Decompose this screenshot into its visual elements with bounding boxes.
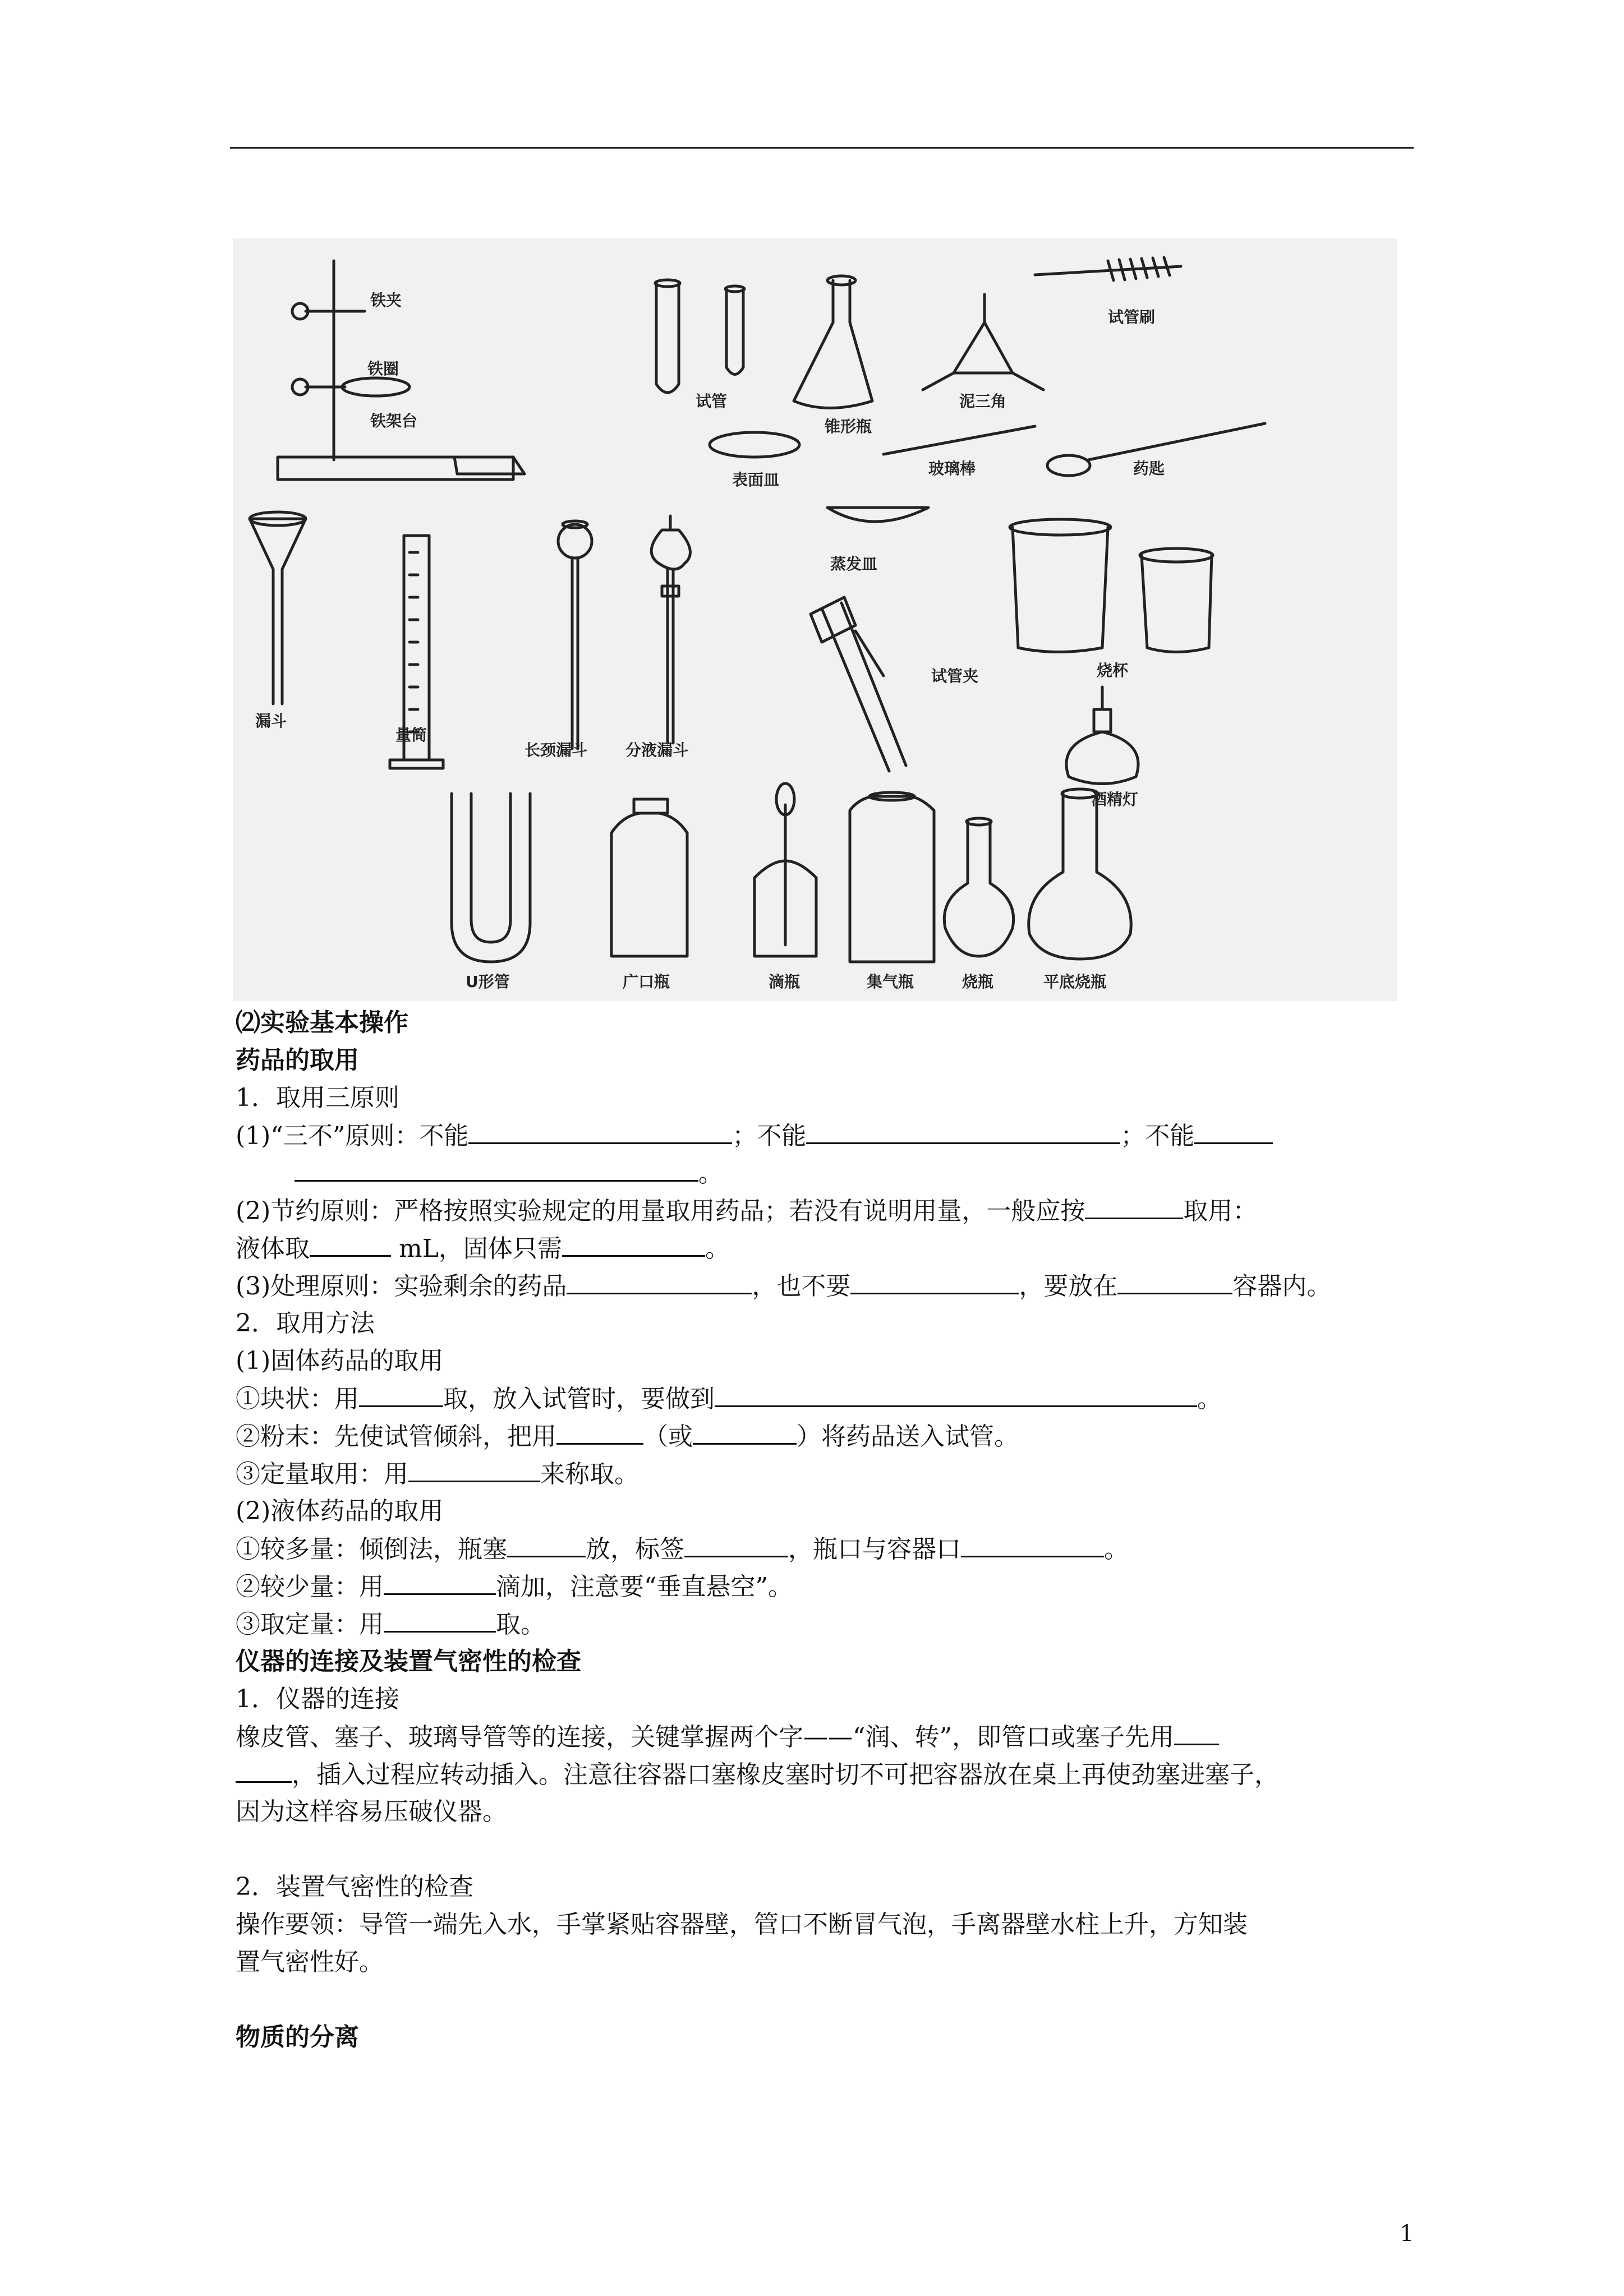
blank-field[interactable] [562,1229,705,1257]
label-beaker: 烧杯 [1097,661,1129,680]
paragraph [236,1530,1414,1567]
document-body [236,1004,1414,2056]
round-flask-drawing [944,818,1013,956]
long-neck-funnel-drawing [558,521,592,749]
blank-field[interactable] [961,1530,1104,1557]
text-run: 容器内。 [1232,1272,1332,1301]
text-run: ，要放在 [1019,1272,1118,1301]
paragraph: (2)液体药品的取用 [236,1497,444,1525]
text-run: 取。 [496,1610,545,1639]
paragraph [236,1380,1414,1417]
label-sep-funnel: 分液漏斗 [625,741,689,759]
paragraph [236,1229,1414,1267]
paragraph: 1．仪器的连接 [236,1685,399,1713]
tube-brush-drawing [1035,257,1181,280]
header-rule [230,147,1414,149]
text-run: 。 [1104,1535,1129,1564]
paragraph: 操作要领：导管一端先入水，手掌紧贴容器壁，管口不断冒气泡，手离器壁水柱上升，方知装 [236,1910,1248,1939]
blank-field[interactable] [693,1417,797,1445]
blank-field[interactable] [1117,1267,1232,1294]
paragraph [236,1455,1414,1492]
label-flat-flask: 平底烧瓶 [1043,972,1107,991]
blank-field[interactable] [1085,1192,1183,1219]
alcohol-lamp-drawing [1066,687,1138,784]
label-long-funnel: 长颈漏斗 [525,741,588,759]
label-tube-brush: 试管刷 [1108,308,1156,326]
blank-field[interactable] [384,1567,496,1595]
page-number: 1 [1400,2221,1414,2247]
subsection-heading: 仪器的连接及装置气密性的检查 [236,1647,581,1676]
text-run: 液体取 [236,1234,310,1263]
separatory-funnel-drawing [651,516,690,743]
blank-field[interactable] [806,1117,1120,1144]
gas-bottle-drawing [850,792,934,962]
beakers-drawing [1010,519,1213,652]
label-wide-bottle: 广口瓶 [623,972,670,991]
blank-field[interactable] [850,1267,1019,1294]
text-run: ；不能 [732,1122,807,1150]
text-run: ①较多量：倾倒法，瓶塞 [236,1535,507,1564]
paragraph [236,1267,1414,1304]
label-flask: 烧瓶 [962,972,994,991]
dropper-bottle-drawing [755,783,816,956]
label-iron-ring: 铁圈 [367,359,399,378]
label-tube-holder: 试管夹 [931,667,979,685]
blank-field[interactable] [1194,1117,1273,1144]
blank-field[interactable] [507,1530,586,1557]
blank-field[interactable] [295,1154,698,1182]
label-cylinder: 量筒 [395,726,427,744]
paragraph [236,1718,1414,1755]
paragraph: 置气密性好。 [236,1948,384,1976]
text-run: ②粉末：先使试管倾斜，把用 [236,1422,556,1451]
text-run: （或 [643,1422,693,1451]
text-run: (3)处理原则：实验剩余的药品 [236,1272,567,1301]
lab-apparatus-figure [233,238,1397,1001]
paragraph [236,1154,1414,1192]
text-run: ，插入过程应转动插入。注意往容器口塞橡皮塞时切不可把容器放在桌上再使劲塞进塞子， [292,1760,1279,1789]
blank-field[interactable] [715,1380,1197,1407]
u-tube-drawing [452,794,530,962]
text-run: 来称取。 [540,1460,639,1488]
label-iron-clamp: 铁夹 [370,291,402,310]
paragraph [236,1417,1414,1455]
blank-field[interactable] [384,1605,496,1633]
evaporating-dish-drawing [827,508,928,522]
label-glass-rod: 玻璃棒 [928,459,976,478]
subsection-heading: 物质的分离 [236,2023,359,2051]
label-clay-triangle: 泥三角 [959,392,1007,411]
label-test-tube: 试管 [696,392,728,411]
text-run: 滴加，注意要“垂直悬空”。 [496,1573,793,1601]
paragraph: 2．取用方法 [236,1309,375,1338]
spacer [236,1981,1414,2018]
blank-field[interactable] [1174,1718,1219,1745]
funnel-drawing [250,512,306,704]
blank-field[interactable] [359,1380,443,1407]
label-evap-dish: 蒸发皿 [830,555,878,573]
paragraph [236,1755,1414,1793]
label-gas-bottle: 集气瓶 [867,972,914,991]
text-run: 取用： [1183,1197,1258,1225]
flat-flask-drawing [1029,789,1131,959]
blank-field[interactable] [236,1755,292,1783]
clay-triangle-drawing [923,294,1043,390]
text-run: (1)“三不”原则：不能 [236,1122,469,1150]
wide-mouth-bottle-drawing [611,799,687,956]
text-run: (2)节约原则：严格按照实验规定的用量取用药品；若没有说明用量，一般应按 [236,1197,1085,1225]
test-tubes-drawing [655,280,744,393]
paragraph [236,1117,1414,1154]
subsection-heading: 药品的取用 [236,1046,359,1075]
paragraph: 2．装置气密性的检查 [236,1873,473,1901]
blank-field[interactable] [567,1267,752,1294]
text-run: ③取定量：用 [236,1610,384,1639]
label-u-tube: U形管 [466,972,510,991]
label-alcohol-lamp: 酒精灯 [1091,790,1139,809]
text-run: ②较少量：用 [236,1573,384,1601]
blank-field[interactable] [468,1117,732,1144]
test-tube-holder-drawing [811,597,906,771]
paragraph [236,1605,1414,1643]
text-run: ，也不要 [752,1272,851,1301]
blank-field[interactable] [684,1530,788,1557]
text-run: ③定量取用：用 [236,1460,408,1488]
section-heading: ⑵实验基本操作 [236,1008,408,1037]
paragraph: 1．取用三原则 [236,1084,399,1112]
apparatus-drawing [233,238,1397,1001]
text-run: ①块状：用 [236,1385,359,1413]
label-erlenmeyer: 锥形瓶 [825,417,872,436]
label-funnel: 漏斗 [255,712,287,730]
text-run: 。 [705,1234,730,1263]
blank-field[interactable] [556,1417,643,1445]
watch-glass-drawing [710,432,799,457]
text-run: 取，放入试管时，要做到 [443,1385,715,1413]
label-dropper-bottle: 滴瓶 [769,972,801,991]
label-iron-stand: 铁架台 [370,412,418,430]
erlenmeyer-drawing [794,276,872,408]
label-spoon: 药匙 [1133,459,1165,478]
text-run: mL，固体只需 [391,1234,562,1263]
text-run: ，瓶口与容器口 [788,1535,961,1564]
text-run: 橡皮管、塞子、玻璃导管等的连接，关键掌握两个字——“润、转”，即管口或塞子先用 [236,1723,1174,1751]
text-run: ；不能 [1120,1122,1195,1150]
blank-field[interactable] [408,1455,540,1482]
paragraph: (1)固体药品的取用 [236,1347,444,1375]
glass-rod-drawing [884,426,1035,454]
text-run: ）将药品送入试管。 [797,1422,1019,1451]
paragraph [236,1567,1414,1605]
paragraph [236,1192,1414,1229]
text-run: 。 [698,1159,723,1188]
label-watch-glass: 表面皿 [732,471,780,489]
paragraph: 因为这样容易压破仪器。 [236,1797,507,1826]
text-run: 。 [1197,1385,1222,1413]
text-run: 放，标签 [586,1535,684,1564]
blank-field[interactable] [310,1229,391,1257]
spacer [236,1831,1414,1868]
